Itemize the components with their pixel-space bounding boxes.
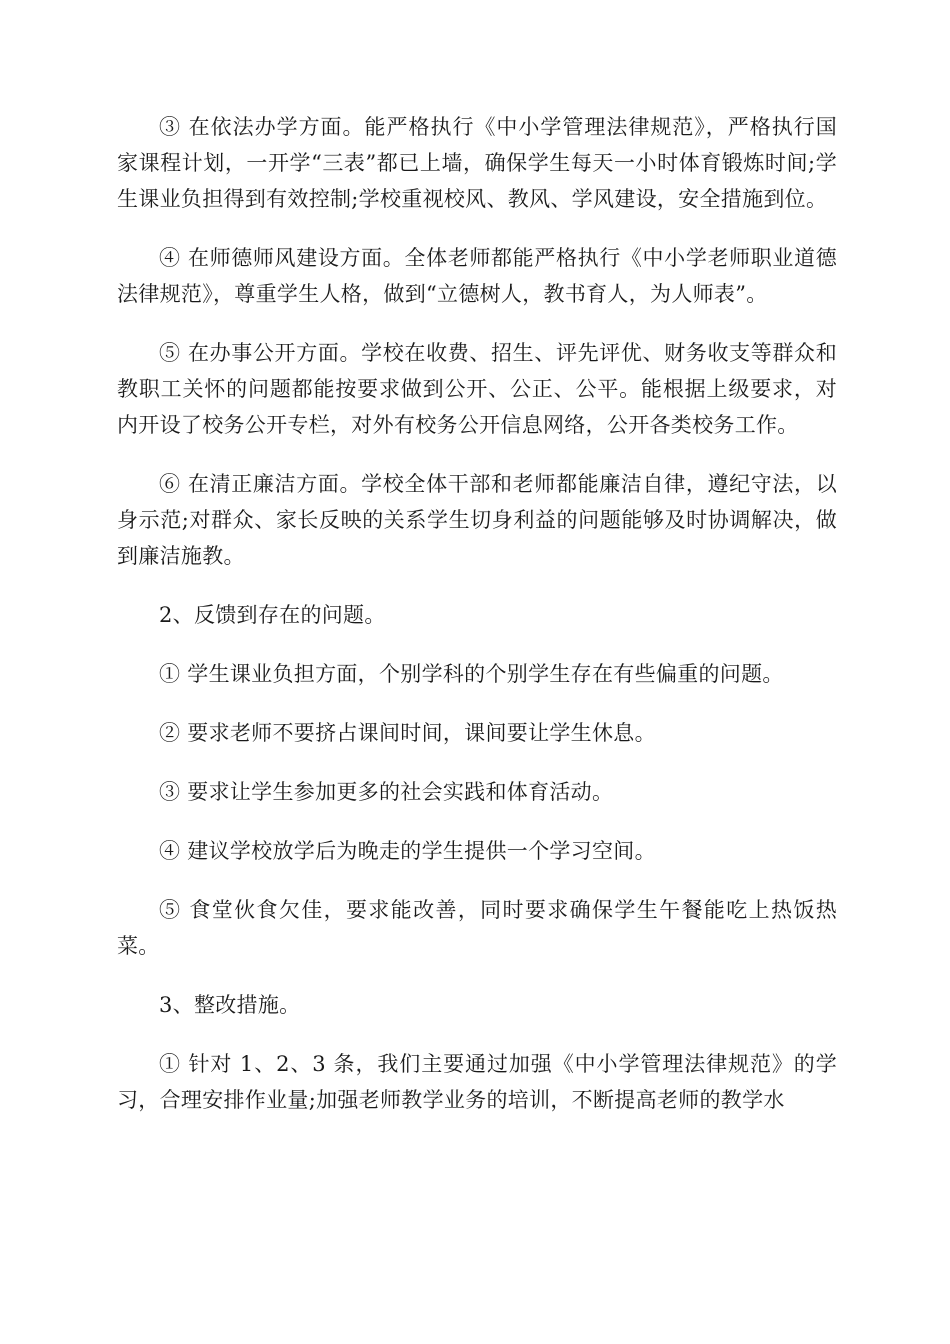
paragraph-open-affairs: ⑤ 在办事公开方面。学校在收费、招生、评先评优、财务收支等群众和教职工关怀的问题都能按要求做到公开、公正、公平。能根据上级要求，对内开设了校务公开专栏，对外有校务公开信息网络，公开各类校务工作。 <box>117 341 837 437</box>
measure-item-1: ① 针对 1、2、3 条，我们主要通过加强《中小学管理法律规范》的学习，合理安排作业量;加强老师教学业务的培训，不断提高老师的教学水 <box>117 1052 837 1112</box>
problem-item-3: ③ 要求让学生参加更多的社会实践和体育活动。 <box>159 780 614 804</box>
paragraph-integrity: ⑥ 在清正廉洁方面。学校全体干部和老师都能廉洁自律，遵纪守法，以身示范;对群众、家长反映的关系学生切身利益的问题能够及时协调解决，做到廉洁施教。 <box>117 472 837 568</box>
section-heading-problems: 2、反馈到存在的问题。 <box>159 603 386 627</box>
paragraph-legal-management: ③ 在依法办学方面。能严格执行《中小学管理法律规范》，严格执行国家课程计划，一开学“三表”都已上墙，确保学生每天一小时体育锻炼时间;学生课业负担得到有效控制;学校重视校风、教风、学风建设，安全措施到位。 <box>117 115 837 211</box>
document-page <box>117 109 837 1141</box>
problem-item-5: ⑤ 食堂伙食欠佳，要求能改善，同时要求确保学生午餐能吃上热饭热菜。 <box>117 898 837 958</box>
problem-item-4: ④ 建议学校放学后为晚走的学生提供一个学习空间。 <box>159 839 656 863</box>
problem-item-2: ② 要求老师不要挤占课间时间，课间要让学生休息。 <box>159 721 656 745</box>
paragraph-teacher-ethics: ④ 在师德师风建设方面。全体老师都能严格执行《中小学老师职业道德法律规范》，尊重学生人格，做到“立德树人，教书育人，为人师表”。 <box>117 246 837 306</box>
problem-item-1: ① 学生课业负担方面，个别学科的个别学生存在有些偏重的问题。 <box>159 662 784 686</box>
section-heading-measures: 3、整改措施。 <box>159 993 301 1017</box>
